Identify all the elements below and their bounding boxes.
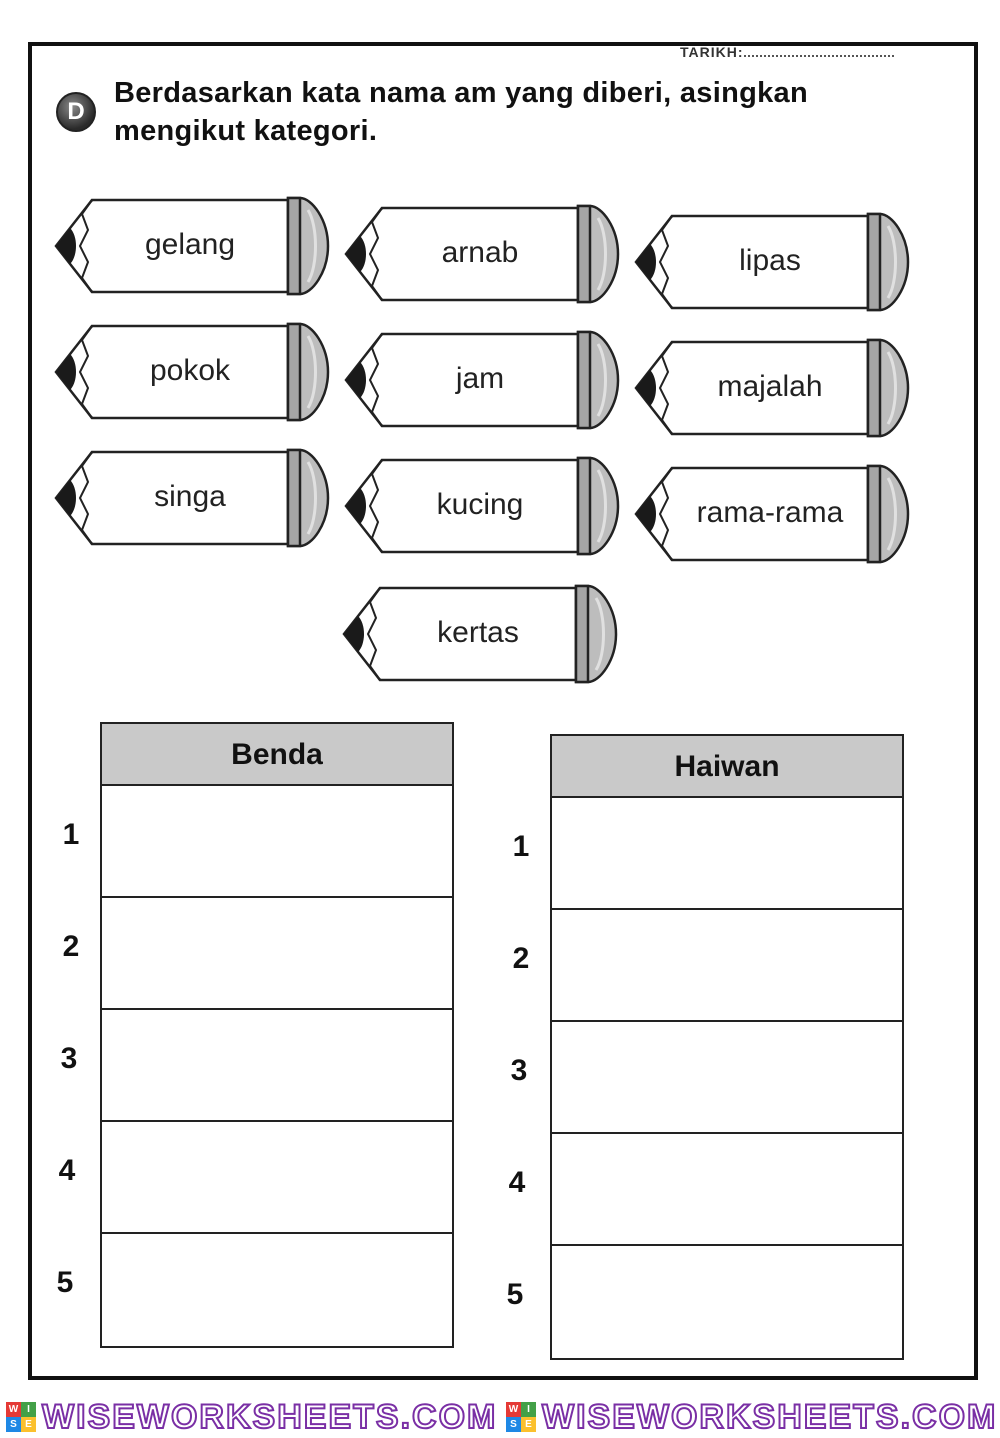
word-card-label: gelang xyxy=(144,228,236,261)
word-card[interactable] xyxy=(52,448,330,548)
table-benda-row-3[interactable] xyxy=(102,1010,452,1122)
haiwan-row-number: 4 xyxy=(508,1166,526,1199)
haiwan-row-number: 5 xyxy=(506,1278,524,1311)
word-card[interactable] xyxy=(342,330,620,430)
table-benda-row-5[interactable] xyxy=(102,1234,452,1346)
haiwan-row-number: 3 xyxy=(510,1054,528,1087)
table-benda-row-4[interactable] xyxy=(102,1122,452,1234)
watermark-logo: W I S E xyxy=(6,1402,36,1432)
table-benda-row-2[interactable] xyxy=(102,898,452,1010)
word-card-label: lipas xyxy=(739,244,801,277)
word-card-label: pokok xyxy=(149,354,231,387)
instruction-text: Berdasarkan kata nama am yang diberi, asingkan mengikut kategori. xyxy=(114,77,808,147)
watermark-logo: W I S E xyxy=(506,1402,536,1432)
table-haiwan-header: Haiwan xyxy=(552,736,902,798)
word-card-label: jam xyxy=(455,362,505,395)
table-benda-row-1[interactable] xyxy=(102,786,452,898)
word-card[interactable] xyxy=(632,338,910,438)
word-card[interactable] xyxy=(632,464,910,564)
watermark-text: WISEWORKSHEETS.COM xyxy=(542,1398,998,1436)
word-card-label: rama-rama xyxy=(696,496,844,529)
word-card[interactable] xyxy=(632,212,910,312)
table-haiwan-row-1[interactable] xyxy=(552,798,902,910)
word-card[interactable] xyxy=(342,456,620,556)
date-label: TARIKH: xyxy=(680,44,744,60)
haiwan-row-number: 2 xyxy=(512,942,530,975)
haiwan-row-number: 1 xyxy=(512,830,530,863)
watermark-footer xyxy=(0,1396,1000,1438)
word-card[interactable] xyxy=(52,322,330,422)
word-card-label: kucing xyxy=(436,488,524,521)
table-haiwan-row-5[interactable] xyxy=(552,1246,902,1358)
word-card[interactable] xyxy=(342,204,620,304)
table-benda-header: Benda xyxy=(102,724,452,786)
word-card[interactable] xyxy=(52,196,330,296)
word-card-label: arnab xyxy=(441,236,519,269)
table-haiwan xyxy=(550,734,904,1360)
word-card[interactable] xyxy=(340,584,618,684)
table-haiwan-row-2[interactable] xyxy=(552,910,902,1022)
benda-row-number: 5 xyxy=(56,1266,74,1299)
word-card-label: majalah xyxy=(717,370,823,403)
word-card-label: singa xyxy=(154,480,226,513)
section-badge: D xyxy=(56,92,96,132)
table-benda xyxy=(100,722,454,1348)
benda-row-number: 1 xyxy=(62,818,80,851)
benda-row-number: 4 xyxy=(58,1154,76,1187)
table-haiwan-row-4[interactable] xyxy=(552,1134,902,1246)
watermark-text: WISEWORKSHEETS.COM xyxy=(42,1398,498,1436)
date-blank[interactable] xyxy=(744,45,894,57)
word-card-label: kertas xyxy=(437,616,519,649)
benda-row-number: 2 xyxy=(62,930,80,963)
benda-row-number: 3 xyxy=(60,1042,78,1075)
table-haiwan-row-3[interactable] xyxy=(552,1022,902,1134)
date-line xyxy=(680,44,894,60)
